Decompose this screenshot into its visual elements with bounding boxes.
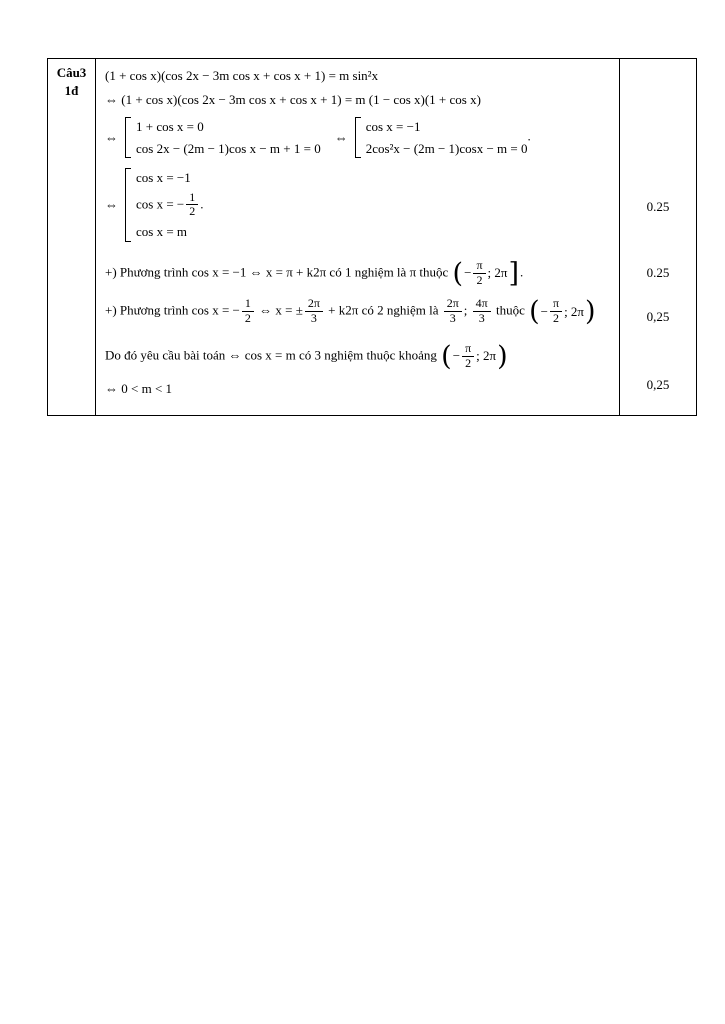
interval-text: −	[464, 265, 472, 281]
iff-arrow: ⇔	[334, 129, 348, 145]
interval	[452, 259, 520, 288]
fraction-numerator: 2π	[305, 297, 323, 312]
step-text: có 1 nghiệm là	[326, 264, 410, 280]
fraction	[444, 297, 462, 326]
step-math: ⇔ cos x = m	[228, 347, 296, 363]
step-math: + k2π	[324, 302, 359, 318]
fraction-numerator: π	[473, 259, 485, 274]
case-system-right	[355, 116, 531, 159]
open-paren: (	[452, 257, 464, 289]
equation-line-systems	[105, 116, 611, 159]
equation-line-cases	[105, 167, 611, 243]
fraction-numerator: π	[462, 342, 474, 357]
step-math: ⇔ x = ±	[255, 302, 303, 318]
period: .	[527, 128, 531, 144]
step-math: cos x = −1 ⇔ x = π + k2π	[191, 264, 327, 280]
fraction	[186, 191, 198, 220]
marks-cell	[620, 59, 696, 415]
left-square-bracket	[125, 117, 131, 158]
fraction-denominator: 3	[478, 311, 485, 326]
case-row: cos x = m	[136, 224, 188, 240]
iff-arrow: ⇔	[105, 129, 118, 145]
case-row: cos 2x − (2m − 1)cos x − m + 1 = 0	[136, 140, 321, 156]
step-text: thuộc	[416, 264, 452, 280]
fraction-numerator: 1	[186, 191, 198, 206]
step-text: +) Phương trình	[105, 264, 192, 280]
mark-value: 0,25	[646, 309, 670, 324]
fraction-numerator: 2π	[444, 297, 462, 312]
separator: ;	[463, 302, 471, 318]
left-square-bracket	[355, 117, 361, 158]
fraction	[242, 297, 254, 326]
fraction-numerator: 1	[242, 297, 254, 312]
fraction-denominator: 3	[449, 311, 456, 326]
case-system-left	[125, 116, 321, 159]
interval-text: ; 2π	[476, 348, 497, 364]
step-math: cos x = −	[191, 302, 240, 318]
close-paren: )	[585, 296, 596, 328]
equation-line-1: (1 + cos x)(cos 2x − 3m cos x + cos x + 1) = m sin²x	[105, 68, 379, 83]
fraction	[473, 259, 485, 288]
open-paren: (	[529, 296, 540, 328]
open-paren: (	[441, 340, 452, 372]
mark-value: 0,25	[646, 377, 670, 392]
solution-cell	[96, 59, 620, 415]
question-label: Câu3	[56, 65, 87, 80]
solution-step-3	[105, 342, 611, 371]
interval	[528, 297, 596, 326]
mark-value: 0.25	[646, 199, 670, 214]
answer-table	[47, 58, 697, 416]
case-row: 2cos²x − (2m − 1)cosx − m = 0	[365, 140, 528, 156]
fraction-denominator: 3	[310, 311, 317, 326]
fraction-numerator: π	[550, 297, 562, 312]
interval-text: −	[452, 348, 461, 364]
period: .	[519, 264, 524, 280]
fraction-denominator: 2	[465, 355, 472, 370]
fraction-denominator: 2	[476, 272, 483, 287]
fraction-denominator: 2	[553, 311, 560, 326]
case-row	[136, 189, 204, 222]
step-text: Do đó yêu cầu bài toán	[105, 347, 229, 363]
iff-arrow: ⇔	[105, 196, 118, 212]
fraction	[462, 342, 474, 371]
solution-step-2	[105, 297, 611, 326]
interval-text: ; 2π	[564, 303, 584, 319]
step-text: có 3 nghiệm thuộc khoảng	[295, 347, 441, 363]
step-text: +) Phương trình	[105, 302, 192, 318]
fraction-denominator: 2	[244, 311, 251, 326]
case-row-text: cos x = −	[136, 195, 185, 211]
solution-step-1	[105, 259, 611, 288]
step-text: thuộc	[492, 302, 529, 318]
question-points: 1đ	[64, 82, 79, 98]
mark-value: 0.25	[646, 265, 670, 280]
fraction-numerator: 4π	[473, 297, 491, 312]
step-text: có 2 nghiệm là	[358, 302, 442, 318]
interval-text: −	[540, 303, 548, 319]
left-square-bracket	[125, 168, 131, 242]
question-cell	[48, 59, 96, 415]
case-row: cos x = −1	[365, 119, 421, 134]
interval	[440, 342, 508, 371]
period: .	[200, 195, 204, 211]
fraction	[305, 297, 323, 326]
case-system-solutions	[125, 167, 204, 243]
pi-symbol: π	[409, 264, 417, 280]
close-bracket: ]	[508, 257, 519, 289]
equation-line-final: ⇔ 0 < m < 1	[105, 380, 173, 396]
close-paren: )	[497, 340, 508, 372]
case-row: 1 + cos x = 0	[136, 119, 204, 134]
fraction	[473, 297, 491, 326]
equation-line-2: ⇔ (1 + cos x)(cos 2x − 3m cos x + cos x + 1) = m (1 − cos x)(1 + cos x)	[105, 92, 481, 107]
interval-text: ; 2π	[487, 265, 508, 281]
case-row: cos x = −1	[136, 170, 191, 186]
fraction-denominator: 2	[189, 204, 196, 219]
fraction	[550, 297, 562, 326]
